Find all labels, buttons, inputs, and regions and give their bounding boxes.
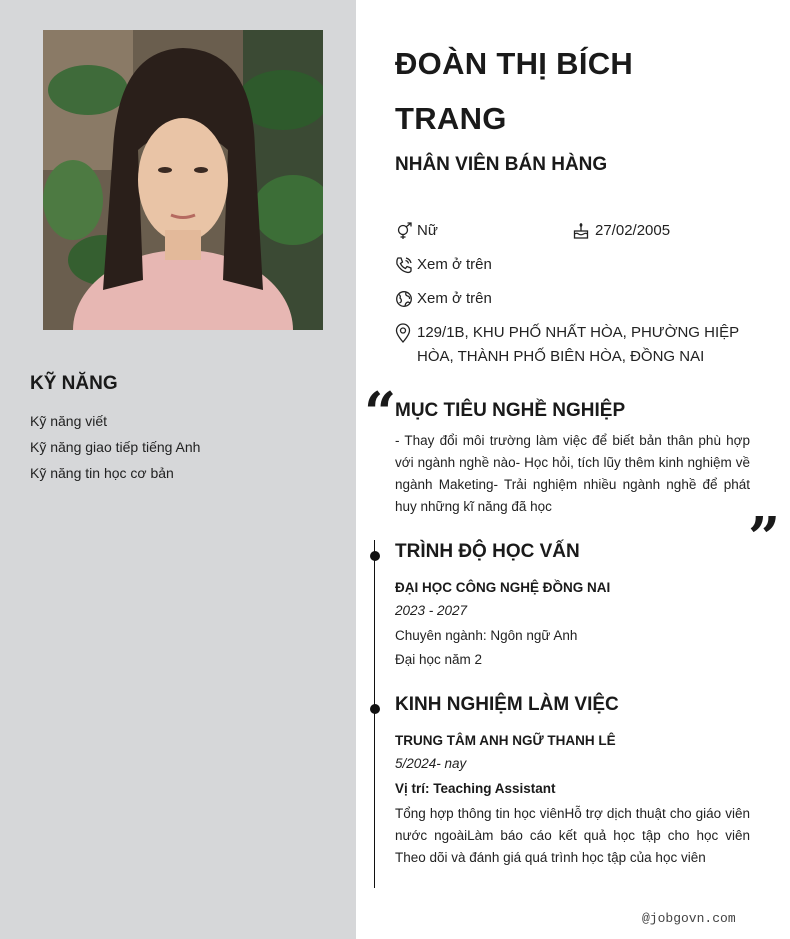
skills-list: [30, 408, 200, 486]
dob-value: 27/02/2005: [595, 222, 671, 239]
skills-title: KỸ NĂNG: [30, 373, 118, 394]
address-value: 129/1B, KHU PHỐ NHẤT HÒA, PHƯỜNG HIỆP HÒA, THÀNH PHỐ BIÊN HÒA, ĐỒNG NAI: [417, 324, 739, 365]
experience-description: Tổng hợp thông tin học viênHỗ trợ dịch thuật cho giáo viên nước ngoàiLàm báo cáo kết quả học tập cho học viên Theo dõi và đánh giá quá trình học tập của học viên: [395, 806, 750, 865]
candidate-name: ĐOÀN THỊ BÍCH TRANG: [395, 46, 634, 136]
experience-company: TRUNG TÂM ANH NGỮ THANH LÊ: [395, 733, 616, 748]
main-content: [356, 0, 790, 939]
phone-value: Xem ở trên: [417, 256, 492, 273]
gender-value: Nữ: [417, 222, 438, 239]
sidebar: [0, 0, 356, 939]
experience-period: 5/2024- nay: [395, 756, 467, 771]
education-year: Đại học năm 2: [395, 652, 483, 667]
skill-item: Kỹ năng viết: [30, 413, 108, 429]
quote-open-icon: “: [364, 385, 397, 425]
job-title: NHÂN VIÊN BÁN HÀNG: [395, 154, 608, 175]
phone-row: [395, 253, 492, 277]
website-value: Xem ở trên: [417, 290, 492, 307]
globe-icon: [395, 287, 417, 311]
timeline-dot: [370, 704, 380, 714]
experience-position: Vị trí: Teaching Assistant: [395, 781, 556, 796]
website-row: [395, 287, 492, 311]
timeline-line: [374, 540, 375, 888]
gender-icon: [395, 219, 417, 243]
education-title: TRÌNH ĐỘ HỌC VẤN: [395, 541, 580, 562]
education-major: Chuyên ngành: Ngôn ngữ Anh: [395, 628, 578, 643]
quote-close-icon: ”: [748, 510, 781, 550]
objective-title: MỤC TIÊU NGHỀ NGHIỆP: [395, 400, 626, 421]
education-school: ĐẠI HỌC CÔNG NGHỆ ĐỒNG NAI: [395, 580, 611, 595]
experience-title: KINH NGHIỆM LÀM VIỆC: [395, 694, 619, 715]
skill-item: Kỹ năng giao tiếp tiếng Anh: [30, 439, 201, 455]
birthday-cake-icon: [573, 219, 595, 243]
phone-icon: [395, 253, 417, 277]
skill-item: Kỹ năng tin học cơ bản: [30, 465, 174, 481]
education-period: 2023 - 2027: [395, 603, 468, 618]
objective-text: - Thay đổi môi trường làm việc để biết bản thân phù hợp với ngành nghề nào- Học hỏi, tích lũy thêm kinh nghiệm về ngành Maketing- Trải nghiệm nhiều ngành nghề để phát huy những kĩ năng đã học: [395, 433, 750, 514]
map-pin-icon: [395, 321, 417, 345]
profile-photo: [43, 30, 323, 330]
footer-watermark: @jobgovn.com: [642, 911, 736, 926]
gender-row: [395, 219, 438, 243]
timeline-dot: [370, 551, 380, 561]
dob-row: [573, 219, 670, 243]
address-row: [395, 321, 755, 369]
